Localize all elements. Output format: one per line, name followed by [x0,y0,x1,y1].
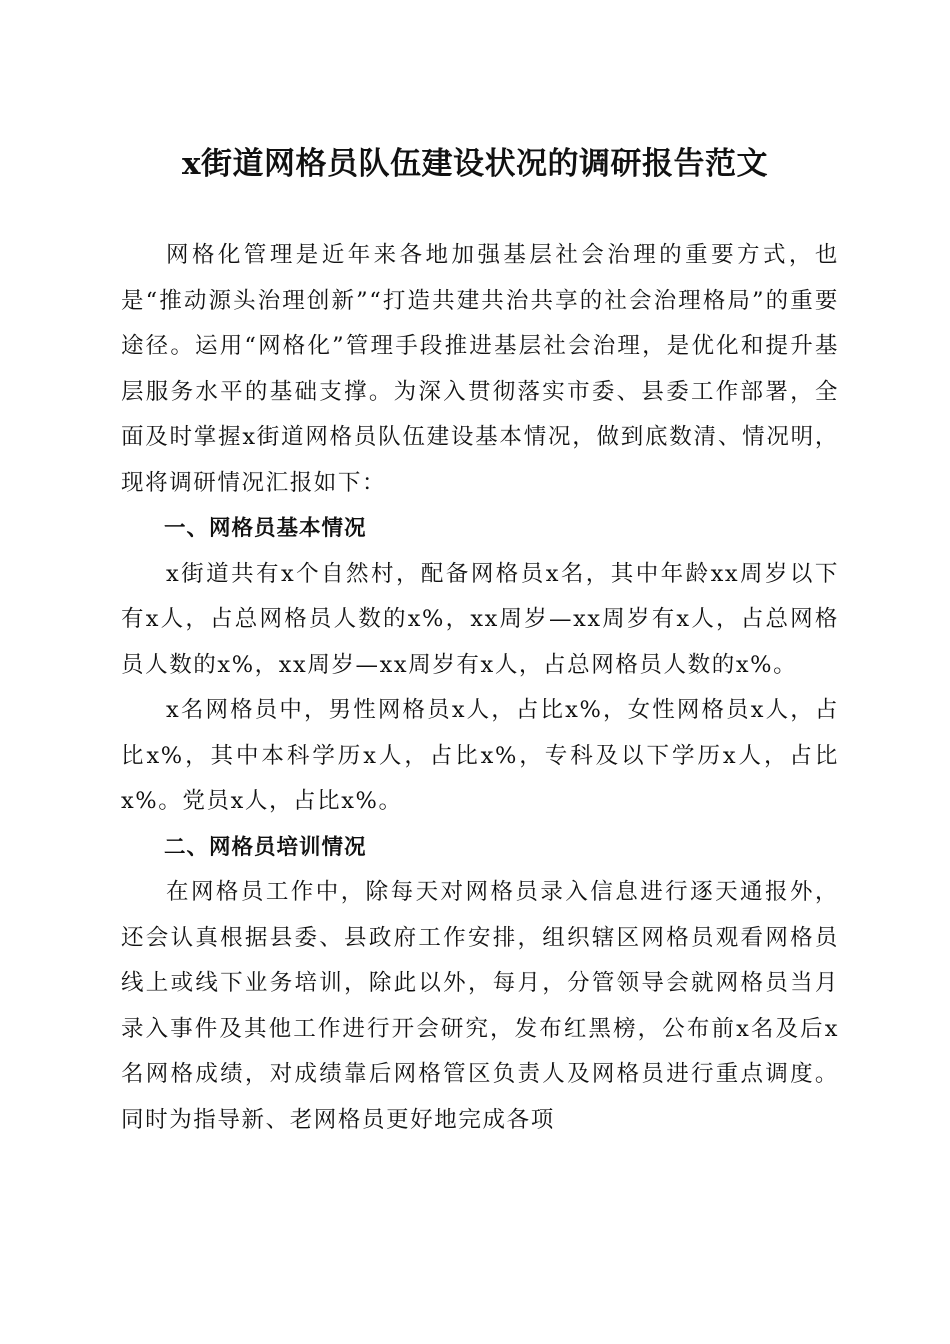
section-heading-basic-info: 一、网格员基本情况 [164,516,367,541]
basic-info-paragraph-age: x街道共有x个自然村，配备网格员x名，其中年龄xx周岁以下有x人，占总网格员人数的x%，xx周岁—xx周岁有x人，占总网格员人数的x%，xx周岁—xx周岁有x人，占总网格员人数的x%。 [121,560,839,678]
document-body [121,233,839,1143]
basic-info-paragraph-gender: x名网格员中，男性网格员x人，占比x%，女性网格员x人，占比x%，其中本科学历x人，占比x%，专科及以下学历x人，占比x%。党员x人，占比x%。 [121,697,839,814]
intro-paragraph: 网格化管理是近年来各地加强基层社会治理的重要方式，也是“推动源头治理创新”“打造共建共治共享的社会治理格局”的重要途径。运用“网格化”管理手段推进基层社会治理，是优化和提升基层服务水平的基础支撑。为深入贯彻落实市委、县委工作部署，全面及时掌握x街道网格员队伍建设基本情况，做到底数清、情况明，现将调研情况汇报如下： [121,242,839,496]
document-title: x街道网格员队伍建设状况的调研报告范文 [182,146,768,182]
section-heading-training: 二、网格员培训情况 [164,834,367,860]
training-paragraph: 在网格员工作中，除每天对网格员录入信息进行逐天通报外，还会认真根据县委、县政府工作安排，组织辖区网格员观看网格员线上或线下业务培训，除此以外，每月，分管领导会就网格员当月录入事件及其他工作进行开会研究，发布红黑榜，公布前x名及后x名网格成绩，对成绩靠后网格管区负责人及网格员进行重点调度。同时为指导新、老网格员更好地完成各项 [121,879,839,1133]
